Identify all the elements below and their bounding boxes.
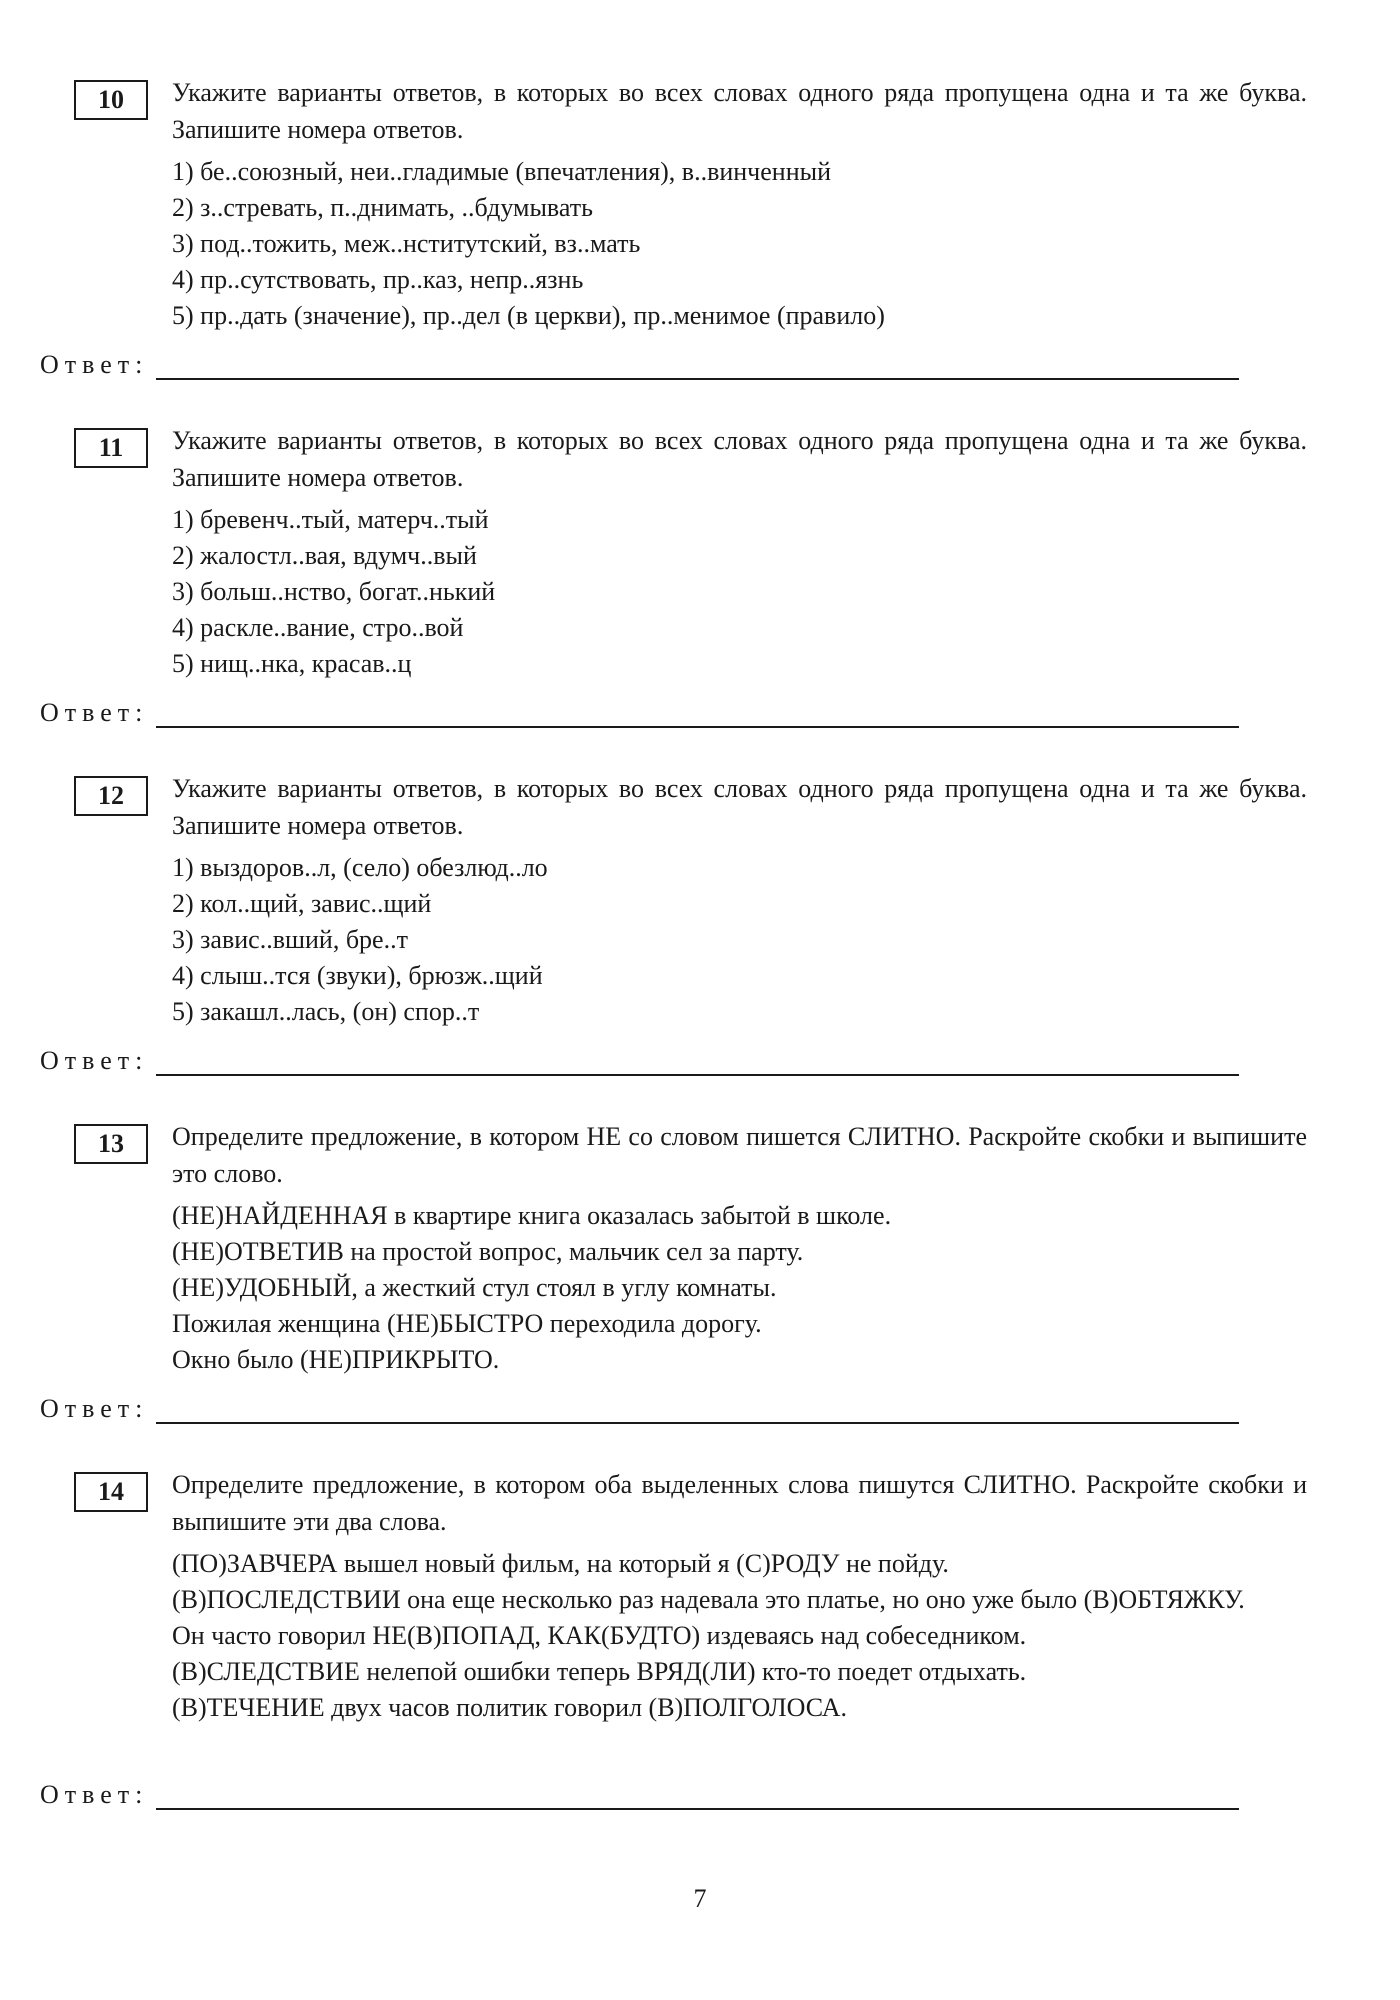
task-body	[172, 770, 1307, 1030]
task-instruction: Укажите варианты ответов, в которых во всех словах одного ряда пропущена одна и та же буква. Запишите номера ответов.	[172, 426, 1307, 492]
answer-options	[172, 154, 1307, 334]
option-5: 5) пр..дать (значение), пр..дел (в церкви), пр..менимое (правило)	[172, 301, 885, 330]
answer-field-11[interactable]	[40, 698, 1240, 728]
option-3: 3) под..тожить, меж..нститутский, вз..мать	[172, 229, 641, 258]
task-body	[172, 74, 1307, 334]
task-instruction: Укажите варианты ответов, в которых во всех словах одного ряда пропущена одна и та же буква. Запишите номера ответов.	[172, 78, 1307, 144]
option-4: 4) пр..сутствовать, пр..каз, непр..язнь	[172, 265, 584, 294]
answer-field-12[interactable]	[40, 1046, 1240, 1076]
task-instruction: Определите предложение, в котором оба выделенных слова пишутся СЛИТНО. Раскройте скобки и выпишите эти два слова.	[172, 1470, 1307, 1536]
answer-options	[172, 502, 1307, 682]
sentence-5: Окно было (НЕ)ПРИКРЫТО.	[172, 1345, 500, 1374]
answer-options	[172, 1198, 1307, 1378]
answer-field-10[interactable]	[40, 350, 1240, 380]
sentence-4: (В)СЛЕДСТВИЕ нелепой ошибки теперь ВРЯД(ЛИ) кто-то поедет отдыхать.	[172, 1657, 1027, 1686]
sentence-1: (НЕ)НАЙДЕННАЯ в квартире книга оказалась забытой в школе.	[172, 1201, 892, 1230]
sentence-4: Пожилая женщина (НЕ)БЫСТРО переходила дорогу.	[172, 1309, 762, 1338]
sentence-5: (В)ТЕЧЕНИЕ двух часов политик говорил (В)ПОЛГОЛОСА.	[172, 1693, 848, 1722]
answer-field-14[interactable]	[40, 1780, 1240, 1810]
task-number-box: 13	[74, 1124, 148, 1164]
sentence-1: (ПО)ЗАВЧЕРА вышел новый фильм, на который я (С)РОДУ не пойду.	[172, 1549, 949, 1578]
option-2: 2) кол..щий, завис..щий	[172, 889, 432, 918]
option-5: 5) закашл..лась, (он) спор..т	[172, 997, 480, 1026]
option-2: 2) з..стревать, п..днимать, ..бдумывать	[172, 193, 593, 222]
task-number-box: 14	[74, 1472, 148, 1512]
answer-label: Ответ:	[40, 350, 149, 379]
task-number-box: 11	[74, 428, 148, 468]
answer-line[interactable]	[156, 1784, 1239, 1810]
answer-label: Ответ:	[40, 698, 149, 727]
answer-options	[172, 850, 1307, 1030]
page-number: 7	[693, 1884, 707, 1913]
option-3: 3) больш..нство, богат..нький	[172, 577, 496, 606]
sentence-3: (НЕ)УДОБНЫЙ, а жесткий стул стоял в углу комнаты.	[172, 1273, 777, 1302]
option-4: 4) слыш..тся (звуки), брюзж..щий	[172, 961, 543, 990]
answer-label: Ответ:	[40, 1780, 149, 1809]
answer-line[interactable]	[156, 1050, 1239, 1076]
sentence-2: (НЕ)ОТВЕТИВ на простой вопрос, мальчик сел за парту.	[172, 1237, 804, 1266]
sentence-2: (В)ПОСЛЕДСТВИИ она еще несколько раз надевала это платье, но оно уже было (В)ОБТЯЖКУ.	[172, 1585, 1245, 1614]
option-1: 1) выздоров..л, (село) обезлюд..ло	[172, 853, 548, 882]
answer-options	[172, 1546, 1307, 1726]
task-body	[172, 1118, 1307, 1378]
task-body	[172, 1466, 1307, 1726]
option-4: 4) раскле..вание, стро..вой	[172, 613, 464, 642]
answer-line[interactable]	[156, 354, 1239, 380]
sentence-3: Он часто говорил НЕ(В)ПОПАД, КАК(БУДТО) издеваясь над собеседником.	[172, 1621, 1027, 1650]
option-5: 5) нищ..нка, красав..ц	[172, 649, 412, 678]
task-instruction: Укажите варианты ответов, в которых во всех словах одного ряда пропущена одна и та же буква. Запишите номера ответов.	[172, 774, 1307, 840]
option-1: 1) бревенч..тый, матерч..тый	[172, 505, 489, 534]
answer-line[interactable]	[156, 702, 1239, 728]
answer-field-13[interactable]	[40, 1394, 1240, 1424]
option-3: 3) завис..вший, бре..т	[172, 925, 408, 954]
option-1: 1) бе..союзный, неи..гладимые (впечатления), в..винченный	[172, 157, 832, 186]
answer-line[interactable]	[156, 1398, 1239, 1424]
task-number-box: 12	[74, 776, 148, 816]
option-2: 2) жалостл..вая, вдумч..вый	[172, 541, 477, 570]
task-body	[172, 422, 1307, 682]
task-number-box: 10	[74, 80, 148, 120]
answer-label: Ответ:	[40, 1046, 149, 1075]
answer-label: Ответ:	[40, 1394, 149, 1423]
task-instruction: Определите предложение, в котором НЕ со словом пишется СЛИТНО. Раскройте скобки и выпишите это слово.	[172, 1122, 1307, 1188]
